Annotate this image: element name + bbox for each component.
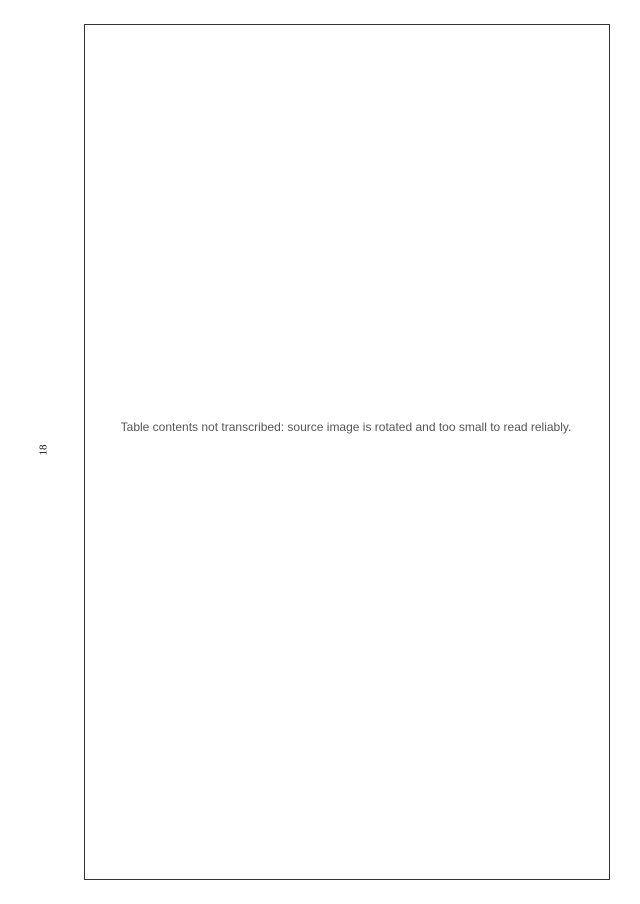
table-frame — [84, 24, 610, 880]
transcription-notice: Table contents not transcribed: source image is rotated and too small to read reliably. — [120, 420, 572, 434]
page-number: 18 — [37, 444, 50, 456]
